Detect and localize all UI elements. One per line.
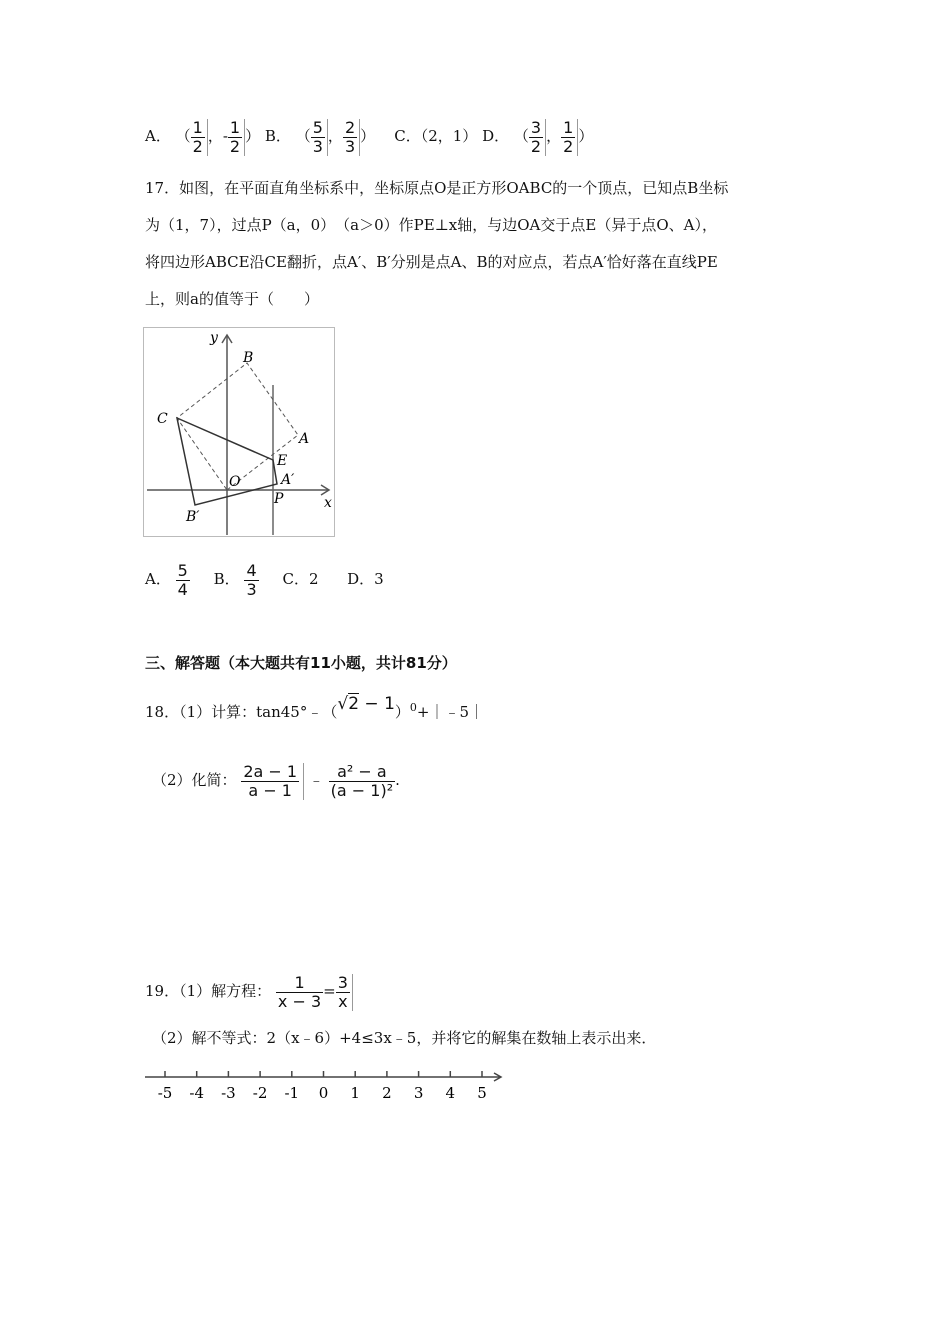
q19-part2: （2）解不等式：2（x﹣6）+4≤3x﹣5，并将它的解集在数轴上表示出来． bbox=[152, 1029, 657, 1047]
q19-part1: 19．（1）解方程： $\frac{1}{x - 3}$ = $\frac{3}{x}$ bbox=[145, 966, 353, 1016]
tick-label: 1 bbox=[350, 1084, 360, 1102]
label-a-prime: A′ bbox=[281, 472, 295, 488]
q17-options bbox=[145, 558, 384, 600]
label-b: B bbox=[243, 350, 254, 366]
tick-label: -1 bbox=[284, 1084, 300, 1102]
q17-text bbox=[145, 170, 728, 318]
q17-line-1: 17．如图，在平面直角坐标系中，坐标原点O是正方形OABC的一个顶点，已知点B坐标 bbox=[145, 179, 729, 197]
tick-label: -5 bbox=[157, 1084, 173, 1102]
q17-line-3: 将四边形ABCE沿CE翻折，点A′、B′分别是点A、B的对应点，若点A′恰好落在直线PE bbox=[145, 253, 718, 271]
label-b-prime: B′ bbox=[186, 509, 200, 525]
number-line bbox=[143, 1068, 505, 1102]
q17-option-c: C．2 bbox=[282, 570, 319, 588]
q17-option-a: A． $\frac{5}{4}$ bbox=[145, 560, 188, 599]
sqrt-expression: √2 − 1 bbox=[337, 694, 395, 714]
q18-part1: 18．（1）计算：tan45°﹣（√2 − 1）$^0$+｜﹣5｜ bbox=[145, 694, 485, 721]
label-x: x bbox=[324, 495, 332, 511]
q16-option-a: A． （ $\frac{1}{2}$ ，- $\frac{1}{2}$ ） bbox=[145, 117, 261, 156]
q17-figure bbox=[143, 327, 335, 537]
q16-options bbox=[145, 118, 593, 156]
q17-line-2: 为（1，7），过点P（a，0） （a＞0）作PE⊥x轴，与边OA交于点E（异于点O、A）， bbox=[145, 216, 717, 234]
label-a: A bbox=[299, 431, 310, 447]
label-e: E bbox=[277, 453, 288, 469]
tick-label: 2 bbox=[382, 1084, 392, 1102]
q16-option-d: D． （ $\frac{3}{2}$ ， $\frac{1}{2}$ ） bbox=[482, 117, 594, 156]
number-line-ticks bbox=[158, 1071, 487, 1102]
tick-label: 0 bbox=[318, 1084, 329, 1102]
q17-line-4: 上，则a的值等于（ ） bbox=[145, 290, 319, 308]
tick-label: -2 bbox=[252, 1084, 268, 1102]
section-3-title: 三、解答题（本大题共有11小题，共计81分） bbox=[145, 654, 457, 672]
tick-label: -3 bbox=[221, 1084, 236, 1102]
q16-option-c: C．（2，1） bbox=[394, 127, 478, 145]
q16-option-b: B． （ $\frac{5}{3}$ ， $\frac{2}{3}$ ） bbox=[264, 117, 376, 156]
q17-option-d: D．3 bbox=[347, 570, 384, 588]
label-y: y bbox=[210, 330, 218, 346]
label-c: C bbox=[157, 411, 168, 427]
q18-part2: （2）化简： $\frac{2a - 1}{a - 1}$ ﹣ $\frac{\text{a² − a}}{\text{(a − 1)²}}$ . bbox=[152, 761, 400, 800]
label-p: P bbox=[274, 491, 284, 507]
label-o: O bbox=[229, 474, 241, 490]
tick-label: 4 bbox=[445, 1084, 456, 1102]
tick-label: 5 bbox=[477, 1084, 487, 1102]
tick-label: -4 bbox=[189, 1084, 205, 1102]
tick-label: 3 bbox=[413, 1084, 424, 1102]
q17-option-b: B． $\frac{4}{3}$ bbox=[213, 560, 257, 599]
